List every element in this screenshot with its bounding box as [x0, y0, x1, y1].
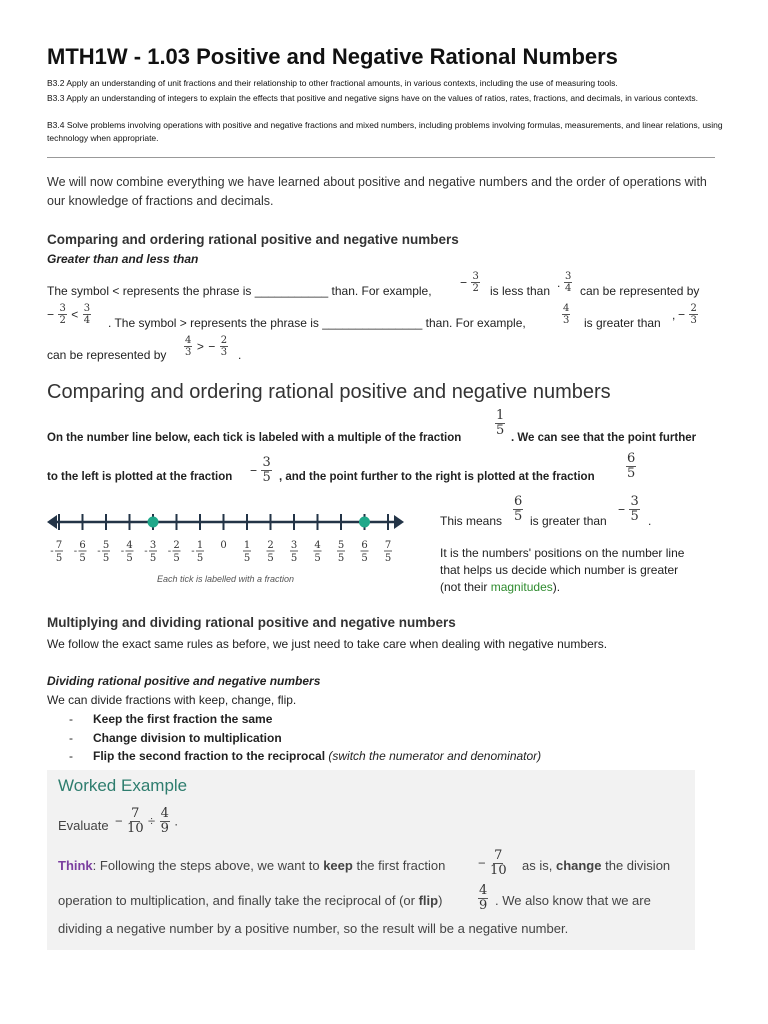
- fraction-neg-7-10: − $\frac{7}{10}$: [478, 848, 507, 878]
- tick-label-denominator: 5: [337, 553, 345, 564]
- tick-label-numerator: 2: [173, 540, 180, 551]
- gt-sentence-3: can be represented by: [47, 348, 167, 362]
- list-item: - Keep the first fraction the same: [69, 712, 273, 726]
- tick-label-numerator: 5: [337, 540, 345, 551]
- tick-label-denominator: 5: [361, 553, 368, 564]
- tick-label-numerator: 1: [196, 540, 204, 551]
- evaluate-label: Evaluate: [58, 818, 109, 833]
- tick-label-sign: -: [97, 546, 101, 557]
- comparing-heading: Comparing and ordering rational positive and negative numbers: [47, 232, 459, 247]
- numberline-heading: Comparing and ordering rational positive and negative numbers: [47, 381, 611, 403]
- tick-label-denominator: 5: [243, 553, 251, 564]
- standard-b3-2: B3.2 Apply an understanding of unit fractions and their relationship to other fractional amounts, in various contexts, including the use of measuring tools.: [47, 78, 618, 88]
- think-line-1: Think: Following the steps above, we want to keep the first fraction: [58, 858, 446, 873]
- tick-label-numerator: 6: [79, 540, 86, 551]
- note-line-3: (not their magnitudes).: [440, 580, 561, 594]
- numberline-sentence-2: . We can see that the point further: [511, 432, 697, 444]
- dot-mark: .: [557, 276, 561, 290]
- tick-label-sign: -: [120, 546, 125, 557]
- tick-label-numerator: 7: [384, 540, 392, 551]
- tick-label-denominator: 5: [126, 553, 133, 564]
- list-item: - Change division to multiplication: [69, 730, 282, 745]
- period-mark: .: [238, 348, 242, 362]
- plotted-point: [148, 517, 159, 528]
- numberline-sentence-3: to the left is plotted at the fraction: [47, 471, 233, 483]
- fraction-1-5: $\frac{1}{5}$: [496, 408, 505, 438]
- fraction-neg-3-2: − $\frac{3}{2}$: [460, 271, 479, 294]
- think-line-1b: as is, change the division: [522, 858, 671, 873]
- tick-label-numerator: 2: [267, 540, 274, 551]
- fraction-neg-2-3: − $\frac{2}{3}$: [678, 303, 697, 326]
- lt-sentence-2: is less than: [490, 284, 551, 298]
- means-period: .: [648, 514, 652, 528]
- fraction-neg-3-5: − $\frac{3}{5}$: [250, 455, 271, 485]
- standard-b3-3: B3.3 Apply an understanding of integers to explain the effects that positive and negative signs have on the values of ratios, rates, fractions, and decimals, in various contexts.: [47, 93, 698, 103]
- dividing-heading: Dividing rational positive and negative numbers: [47, 674, 321, 688]
- page-title: MTH1W - 1.03 Positive and Negative Rational Numbers: [47, 44, 618, 69]
- tick-label-numerator: 3: [290, 540, 298, 551]
- tick-label-numerator: 4: [126, 540, 133, 551]
- fraction-3-4: $\frac{3}{4}$: [565, 271, 572, 294]
- tick-label-denominator: 5: [149, 553, 157, 564]
- plotted-point: [359, 517, 370, 528]
- numberline-sentence-1: On the number line below, each tick is labeled with a multiple of the fraction: [47, 432, 462, 444]
- tick-label-sign: -: [191, 546, 195, 557]
- multiplying-text: We follow the exact same rules as before, we just need to take care when dealing with negative numbers.: [47, 637, 608, 651]
- number-line: [47, 505, 427, 590]
- worked-example-title: Worked Example: [58, 776, 188, 795]
- comparing-subheading: Greater than and less than: [47, 252, 199, 266]
- think-line-2: operation to multiplication, and finally take the reciprocal of (or flip): [58, 893, 443, 908]
- gt-sentence-2: is greater than: [584, 316, 661, 330]
- left-arrow-icon: [47, 515, 57, 529]
- means-text-2: is greater than: [530, 514, 607, 528]
- fraction-neg-3-5-b: − $\frac{3}{5}$: [618, 494, 639, 524]
- tick-label-sign: -: [73, 546, 78, 557]
- tick-label-denominator: 5: [196, 553, 204, 564]
- tick-label-denominator: 5: [384, 553, 392, 564]
- tick-label-denominator: 5: [79, 553, 86, 564]
- tick-label-denominator: 5: [173, 553, 180, 564]
- tick-label-sign: -: [144, 546, 148, 557]
- fraction-6-5: $\frac{6}{5}$: [627, 451, 636, 481]
- tick-label-sign: -: [50, 546, 54, 557]
- intro-paragraph: We will now combine everything we have learned about positive and negative numbers and the order of operations with our knowledge of fractions and decimals.: [47, 175, 707, 208]
- multiplying-heading: Multiplying and dividing rational positive and negative numbers: [47, 615, 456, 630]
- tick-label-numerator: 4: [314, 540, 321, 551]
- fraction-4-3: $\frac{4}{3}$: [563, 303, 570, 326]
- tick-label-denominator: 5: [55, 553, 63, 564]
- lt-sentence-3: can be represented by: [580, 284, 700, 298]
- note-line-1: It is the numbers' positions on the number line: [440, 546, 685, 560]
- think-line-2b: . We also know that we are: [495, 893, 651, 908]
- tick-label-numerator: 3: [149, 540, 157, 551]
- note-line-2: that helps us decide which number is greater: [440, 563, 679, 577]
- tick-label-numerator: 1: [243, 540, 251, 551]
- fraction-6-5-b: $\frac{6}{5}$: [514, 494, 523, 524]
- tick-label: 0: [220, 540, 227, 551]
- tick-label-denominator: 5: [267, 553, 274, 564]
- gt-sentence-1: . The symbol > represents the phrase is _______________ than. For example,: [108, 316, 526, 330]
- fraction-4-9: $\frac{4}{9}$: [479, 883, 488, 913]
- numberline-sentence-4: , and the point further to the right is plotted at the fraction: [279, 471, 595, 483]
- tick-label-numerator: 6: [361, 540, 368, 551]
- magnitudes-link[interactable]: magnitudes: [490, 580, 553, 594]
- think-line-3: dividing a negative number by a positive number, so the result will be a negative number.: [58, 921, 569, 936]
- comma-mark: ,: [672, 308, 676, 322]
- numberline-caption: Each tick is labelled with a fraction: [157, 574, 295, 584]
- expr-neg7-10-div-4-9: − $\frac{7}{10}$ ÷ $\frac{4}{9}$ .: [115, 806, 178, 836]
- lt-sentence-1: The symbol < represents the phrase is ___________ than. For example,: [47, 284, 432, 298]
- tick-label-numerator: 5: [102, 540, 110, 551]
- list-item: - Flip the second fraction to the reciprocal (switch the numerator and denominator): [69, 749, 542, 763]
- tick-label-denominator: 5: [314, 553, 321, 564]
- right-arrow-icon: [394, 515, 404, 529]
- divider: [47, 157, 715, 158]
- expr-4-3-gt-neg2-3: $\frac{4}{3}$ > − $\frac{2}{3}$: [185, 335, 228, 358]
- tick-label-denominator: 5: [290, 553, 298, 564]
- tick-label-denominator: 5: [102, 553, 110, 564]
- steps-list: [47, 710, 541, 766]
- expr-neg3-2-lt-3-4: − $\frac{3}{2}$ < $\frac{3}{4}$: [47, 303, 91, 326]
- means-text-1: This means: [440, 514, 503, 528]
- dividing-text: We can divide fractions with keep, change, flip.: [47, 693, 297, 707]
- standard-b3-4: B3.4 Solve problems involving operations with positive and negative fractions and mixed numbers, including problems involving formulas, measurements, and linear relations, using technology when appropriate.: [47, 120, 723, 143]
- tick-label-sign: -: [167, 546, 172, 557]
- tick-label-numerator: 7: [55, 540, 63, 551]
